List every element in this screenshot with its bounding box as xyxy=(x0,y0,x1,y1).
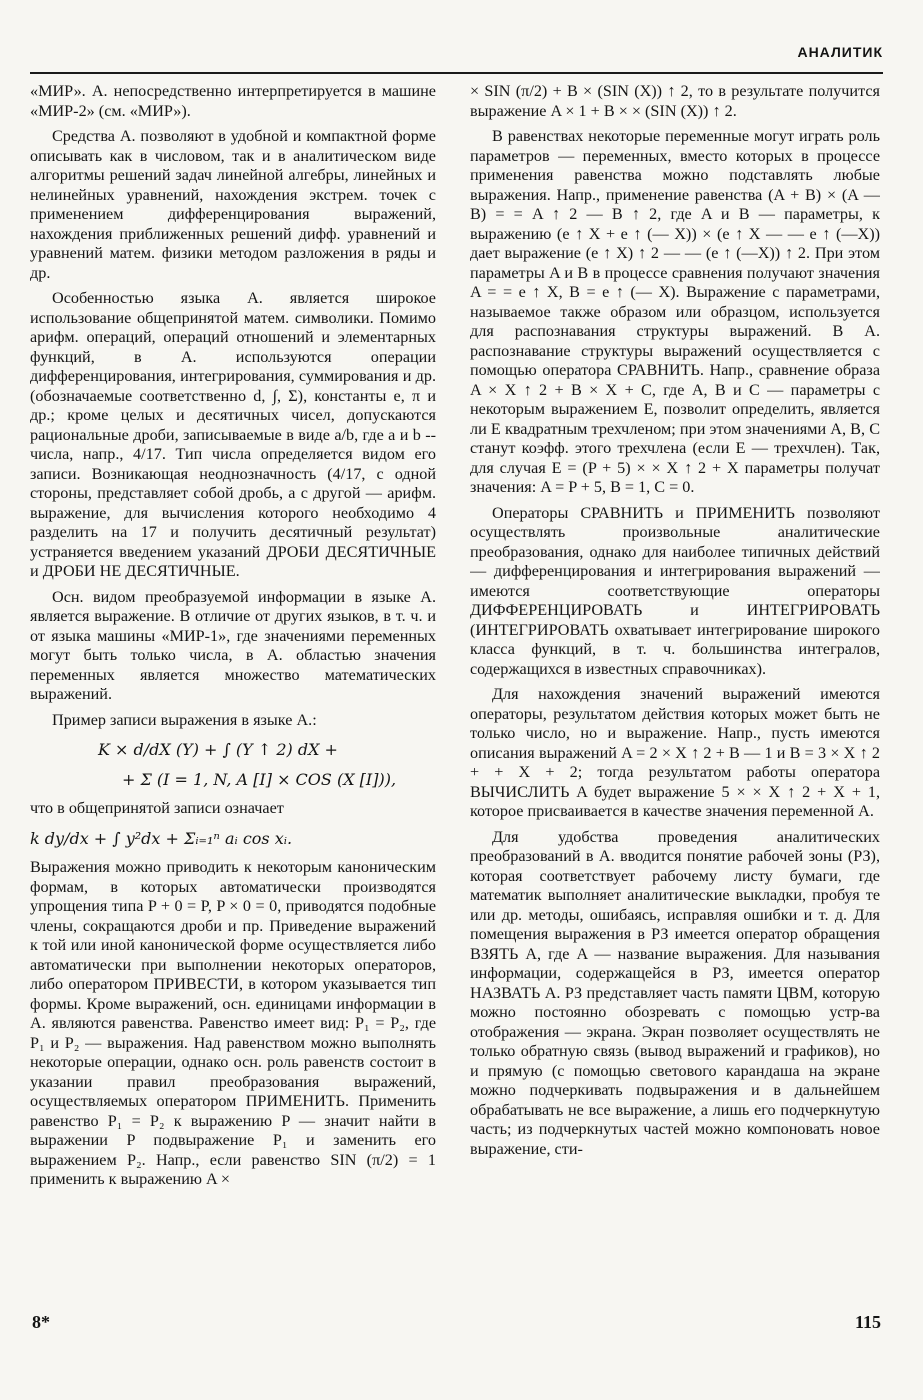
paragraph: Пример записи выражения в языке А.: xyxy=(52,710,317,729)
paragraph: Выражения можно приводить к некоторым каноническим формам, в которых автоматически производятся упрощения типа P + 0 = P, P × 0 = 0, приводятся подобные члены, сокращаются дроби и пр. Приведение выражений к той или иной канонической форме осуществляется либо автоматически при выполнении некоторых операторов, либо оператором ПРИВЕСТИ, в котором указывается тип формы. Кроме выражений, осн. единицами информации в А. являются равенства. Равенство имеет вид: P₁ = P₂, где P₁ и P₂ — выражения. Над равенством можно выполнять некоторые операции, однако осн. роль равенств состоит в указании правил преобразования выражений, осуществляемых оператором ПРИМЕНИТЬ. Применить равенство P₁ = P₂ к выражению P — значит найти в выражении P подвыражение P₁ и заменить его выражением P₂. Напр., если равенство SIN (π/2) = 1 применить к выражению A × xyxy=(30,858,436,1188)
paragraph: Особенностью языка А. является широкое использование общепринятой матем. символики. Помимо арифм. операций, операций отношений и элементарных функций, в А. используются операции дифференцирования, интегрирования, суммирования и др. (обозначаемые соответственно d, ∫, Σ), константы e, π и др.; кроме целых и десятичных чисел, допускаются рациональные дроби, записываемые в виде a/b, где a и b -- числа, напр., 4/17. Тип числа определяется видом его записи. Возникающая неоднозначность (4/17, с одной стороны, представляет собой дробь, а с другой — арифм. выражение, для вычисления которого необходимо 4 разделить на 17 и получить десятичный результат) устраняется введением указаний ДРОБИ ДЕСЯТИЧНЫЕ и ДРОБИ НЕ ДЕСЯТИЧНЫЕ. xyxy=(30,289,436,580)
page-header xyxy=(30,44,883,74)
paragraph: Операторы СРАВНИТЬ и ПРИМЕНИТЬ позволяют осуществлять произвольные аналитические преобразования, однако для наиболее типичных действий — дифференцирования и интегрирования выражений — имеются соответствующие операторы ДИФФЕРЕНЦИРОВАТЬ и ИНТЕГРИРОВАТЬ (ИНТЕГРИРОВАТЬ охватывает интегрирование широкого класса функций, в т. ч. большинства интегралов, содержащихся в известных справочниках). xyxy=(470,503,880,678)
running-head: АНАЛИТИК xyxy=(797,44,883,60)
paragraph: × SIN (π/2) + B × (SIN (X)) ↑ 2, то в результате получится выражение A × 1 + B × × (SIN (X)) ↑ 2. xyxy=(470,82,880,120)
paragraph: В равенствах некоторые переменные могут играть роль параметров — переменных, вместо которых в процессе применения равенства можно подставлять любые выражения. Напр., применение равенства (A + B) × (A — B) = = A ↑ 2 — B ↑ 2, где A и B — параметры, к выражению (e ↑ X + e ↑ (— X)) × (e ↑ X — — e ↑ (—X)) дает выражение (e ↑ X) ↑ 2 — — (e ↑ (—X)) ↑ 2. При этом параметры A и B в процессе сравнения получают значения A = = e ↑ X, B = e ↑ (— X). Выражение с параметрами, называемое также образом или образцом, используется для распознавания структуры выражений. В А. распознавание структуры выражений осуществляется с помощью оператора СРАВНИТЬ. Напр., сравнение образа A × X ↑ 2 + B × X + C, где A, B и C — параметры с некоторым выражением E, позволит определить, является ли E квадратным трехчленом; при этом значениями A, B, C станут коэфф. этого трехчлена (если E — трехчлен). Так, для случая E = (P + 5) × × X ↑ 2 + X параметры получат значения: A = P + 5, B = 1, C = 0. xyxy=(470,127,880,496)
paragraph: Осн. видом преобразуемой информации в языке А. является выражение. В отличие от других языков, в т. ч. и от языка машины «МИР-1», где значениями переменных могут быть только числа, в А. областью значения переменных является множество математических выражений. xyxy=(30,587,436,703)
paragraph: «МИР». А. непосредственно интерпретируется в машине «МИР-2» (см. «МИР»). xyxy=(30,82,436,120)
formula-line-3: k dy/dx + ∫ y²dx + Σᵢ₌₁ⁿ aᵢ cos xᵢ. xyxy=(30,828,293,848)
paragraph: Для нахождения значений выражений имеются операторы, результатом действия которых может быть не только число, но и выражение. Напр., пусть имеются описания выражений A = 2 × X ↑ 2 + B — 1 и B = 3 × X ↑ 2 + + X + 2; тогда результатом работы оператора ВЫЧИСЛИТЬ A будет выражение 5 × × X ↑ 2 + X + 1, которое присваивается в качестве значения переменной A. xyxy=(470,685,880,820)
signature-mark: 8* xyxy=(32,1312,50,1332)
page-number: 115 xyxy=(854,1312,881,1332)
paragraph: что в общепринятой записи означает xyxy=(30,799,284,817)
formula-line-1: K × d/dX (Y) + ∫ (Y ↑ 2) dX + xyxy=(98,740,338,759)
left-column xyxy=(30,82,436,1332)
paragraph: Для удобства проведения аналитических преобразований в А. вводится понятие рабочей зоны (РЗ), которая соответствует рабочему листу бумаги, где математик выполняет аналитические выкладки, пробуя те или др. методы, ошибаясь, исправляя ошибки и т. д. Для помещения выражения в РЗ имеется оператор обращения ВЗЯТЬ A, где A — название выражения. Для называния информации, содержащейся в РЗ, имеется оператор НАЗВАТЬ A. РЗ представляет часть памяти ЦВМ, которую можно постоянно обозревать с помощью устр-ва отображения — экрана. Экран позволяет осуществлять не только обратную связь (вывод выражений и графиков), но и прямую (с помощью светового карандаша на экране можно подчеркивать подвыражения и в дальнейшем обрабатывать не все выражение, а лишь его подчеркнутую часть; из подчеркнутых частей можно компоновать новое выражение, сти- xyxy=(470,827,880,1158)
formula-line-2: + Σ (I = 1, N, A [I] × COS (X [I])), xyxy=(122,769,397,789)
right-column xyxy=(470,82,880,1332)
paragraph: Средства А. позволяют в удобной и компактной форме описывать как в числовом, так и в аналитическом виде алгоритмы решений задач линейной алгебры, линейных и нелинейных уравнений, нахождения экстрем. точек с применением дифференцирования выражений, нахождения приближенных решений дифф. уравнений и уравнений матем. физики методом разложения в ряды и др. xyxy=(30,127,436,282)
